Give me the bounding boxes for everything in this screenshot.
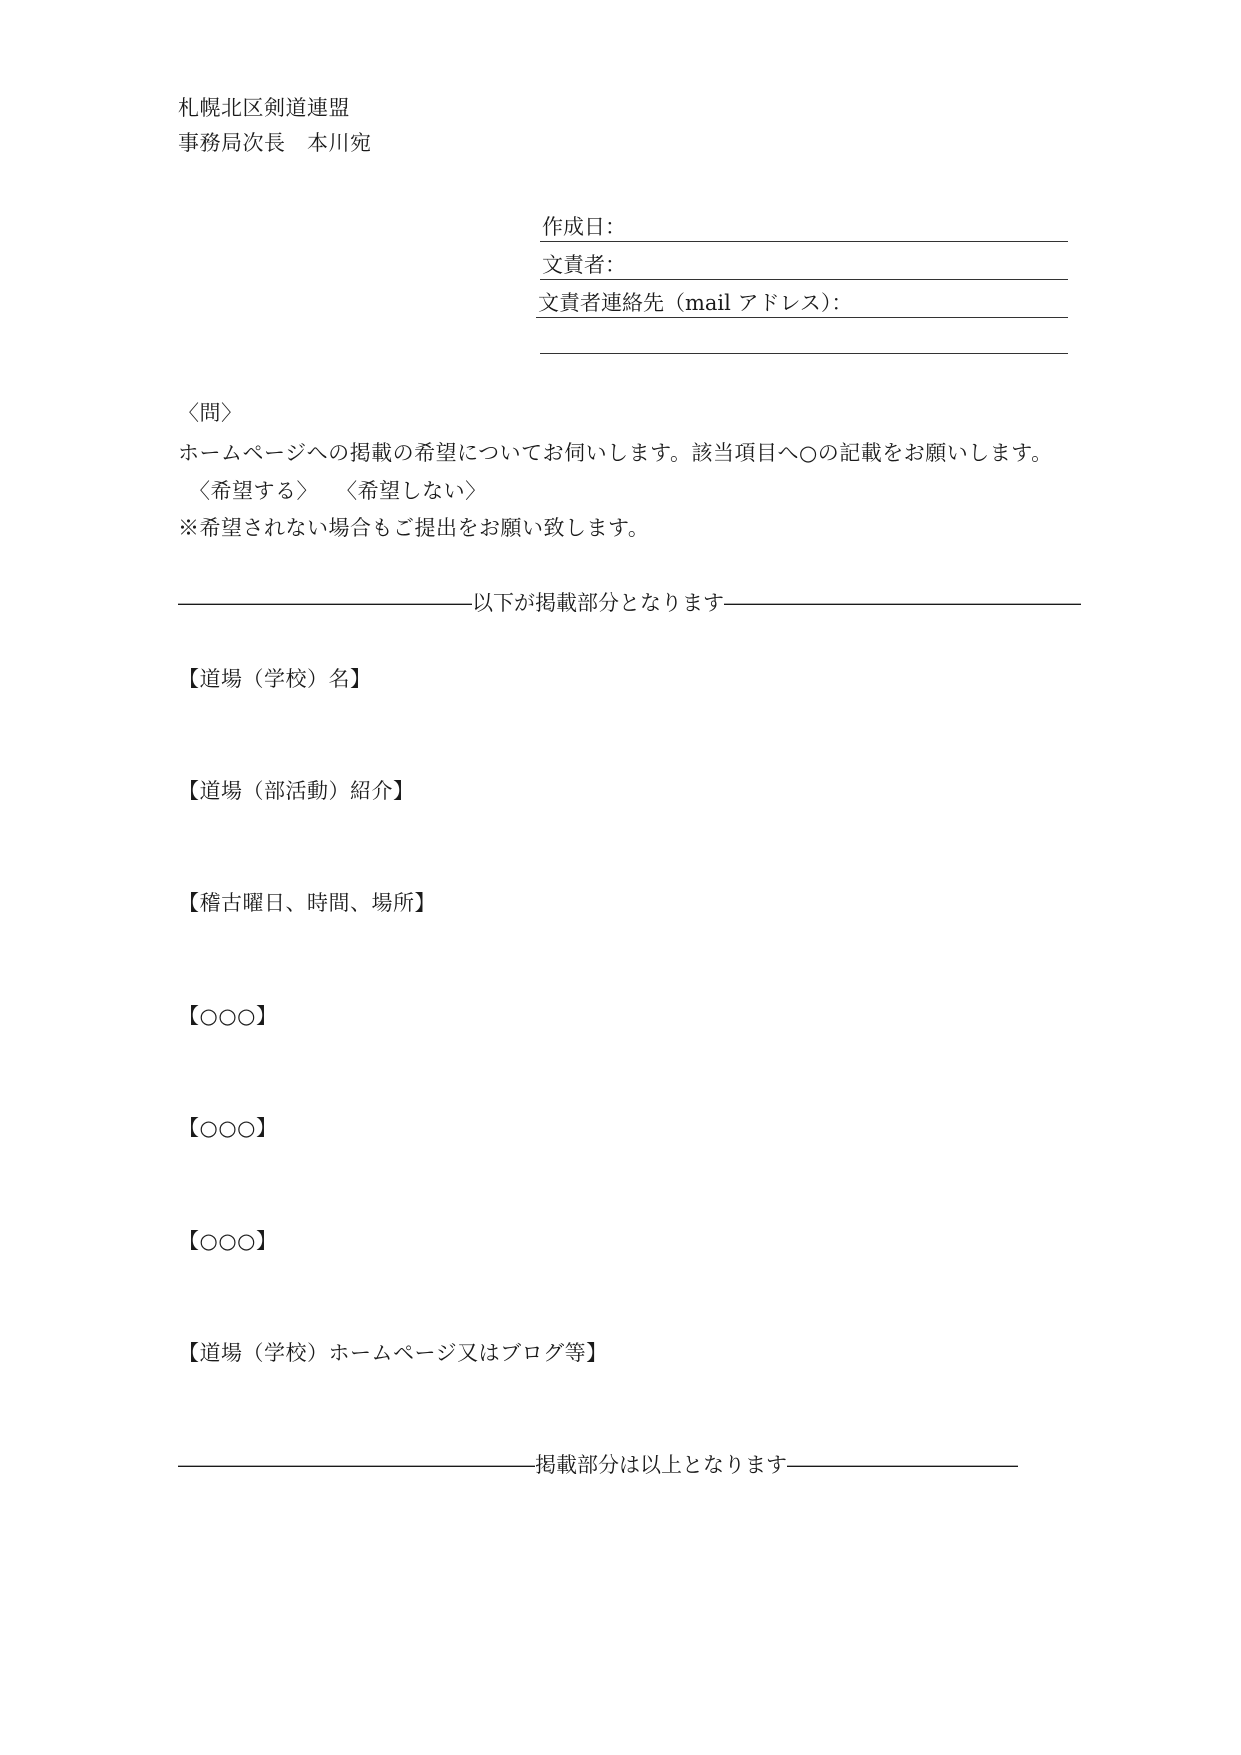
contact-extra-line[interactable] <box>540 353 1068 354</box>
section-dojo-name: 【道場（学校）名】 <box>178 667 372 691</box>
contact-label: 文責者連絡先（mail アドレス）： <box>538 291 853 315</box>
author-label: 文責者： <box>542 253 626 277</box>
question-body: ホームページへの掲載の希望についてお伺いします。該当項目へ○の記載をお願いします。 <box>178 441 1053 465</box>
contact-field[interactable] <box>536 289 1068 318</box>
section-homepage: 【道場（学校）ホームページ又はブログ等】 <box>178 1341 608 1365</box>
section-dojo-intro: 【道場（部活動）紹介】 <box>178 779 415 803</box>
divider-start: ――――――――――――――以下が掲載部分となります――――――――――――――――― <box>178 591 1081 615</box>
section-placeholder-1: 【○○○】 <box>178 1004 278 1028</box>
section-practice-schedule: 【稽古曜日、時間、場所】 <box>178 891 436 915</box>
section-placeholder-3: 【○○○】 <box>178 1229 278 1253</box>
question-note: ※希望されない場合もご提出をお願い致します。 <box>178 516 650 540</box>
addressee-org: 札幌北区剣道連盟 <box>178 96 350 120</box>
date-label: 作成日： <box>542 215 626 239</box>
question-options: 〈希望する〉 〈希望しない〉 <box>178 479 487 503</box>
addressee-person: 事務局次長 本川宛 <box>178 131 372 155</box>
question-heading: 〈問〉 <box>178 401 243 425</box>
date-field[interactable] <box>540 213 1068 242</box>
author-field[interactable] <box>540 251 1068 280</box>
divider-end: ―――――――――――――――――掲載部分は以上となります――――――――――― <box>178 1453 1018 1477</box>
section-placeholder-2: 【○○○】 <box>178 1116 278 1140</box>
